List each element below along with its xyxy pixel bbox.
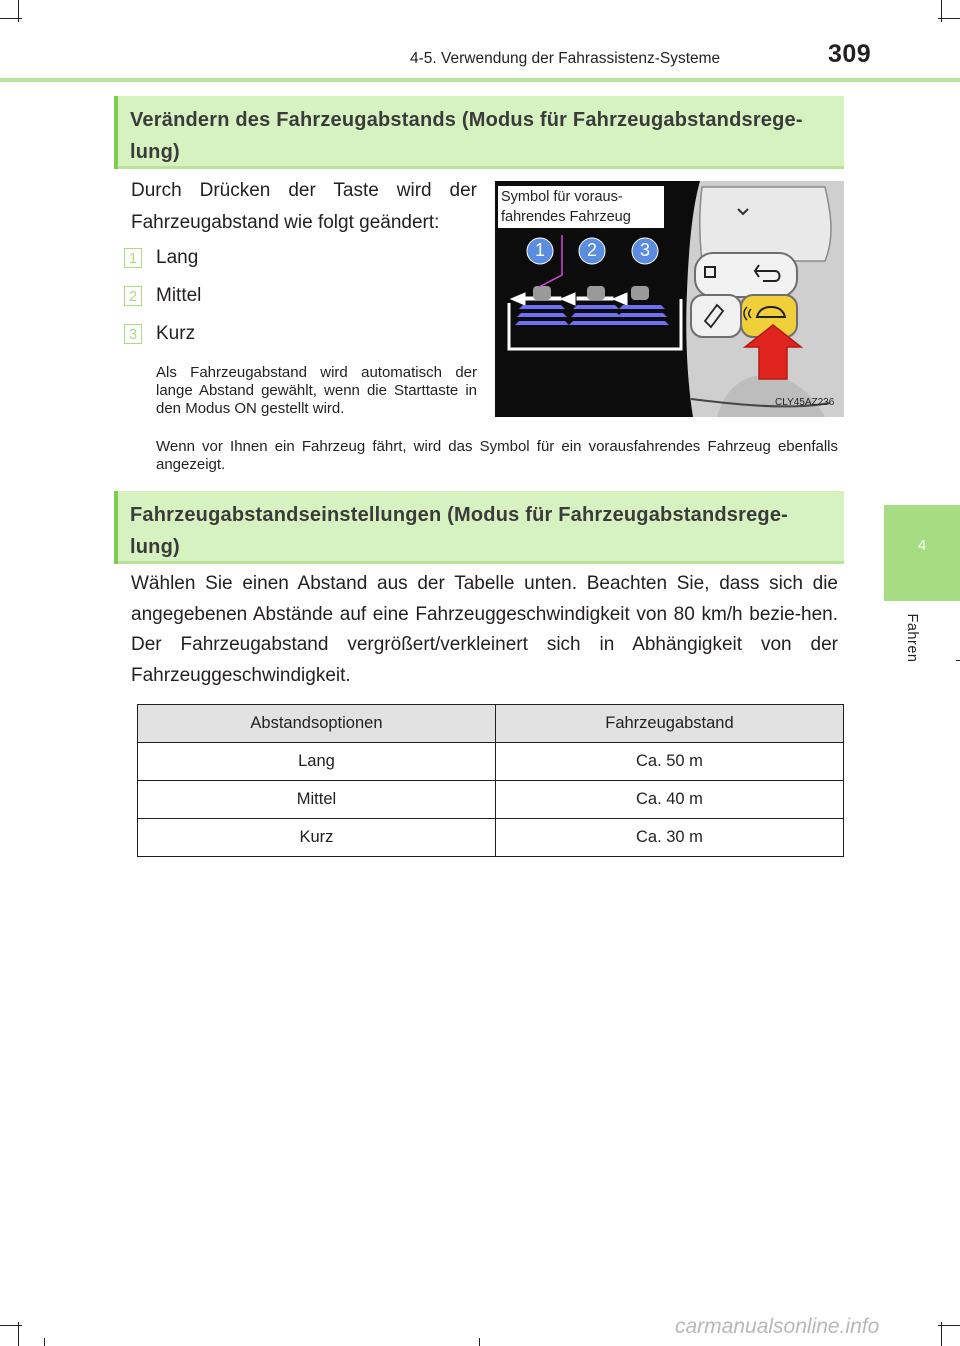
table-header-cell: Fahrzeugabstand — [495, 705, 843, 743]
table-row — [138, 819, 844, 857]
illustration-code: CLY45AZ236 — [775, 397, 835, 408]
item-label-short: Kurz — [156, 323, 196, 344]
crop-mark — [956, 660, 960, 661]
page-number: 309 — [828, 40, 872, 68]
illustration-number-2: 2 — [586, 240, 597, 260]
illustration-number-1: 1 — [534, 240, 545, 260]
settings-paragraph: Wählen Sie einen Abstand aus der Tabelle unten. Beachten Sie, dass sich die angegebenen Abstände auf eine Fahrzeuggeschwindigkeit von 80 km/h bezie-hen. Der Fahrzeugabstand vergrößert/verkleinert sich in Abhängigkeit von der Fahrzeuggeschwindigkeit. — [131, 573, 838, 686]
table-cell: Ca. 30 m — [495, 819, 843, 857]
chapter-tab-label-text: Fahren — [904, 613, 920, 663]
table-row — [138, 781, 844, 819]
crop-mark — [0, 1325, 22, 1326]
table-header-row — [138, 705, 844, 743]
distance-table — [137, 704, 844, 857]
chapter-title: 4-5. Verwendung der Fahrassistenz-Systeme — [410, 50, 721, 67]
item-label-long: Lang — [156, 247, 199, 268]
table-cell: Mittel — [138, 781, 496, 819]
header-rule — [0, 78, 960, 82]
chapter-tab[interactable] — [884, 505, 960, 601]
item-label-medium: Mittel — [156, 285, 202, 306]
chapter-tab-label — [892, 600, 932, 670]
watermark: carmanualsonline.info — [675, 1315, 880, 1338]
chapter-tab-number: 4 — [917, 537, 927, 554]
crop-mark — [479, 1338, 480, 1346]
item-number-3: 3 — [124, 324, 142, 344]
table-cell: Ca. 50 m — [495, 743, 843, 781]
section-heading-bar — [114, 491, 118, 564]
table-cell: Ca. 40 m — [495, 781, 843, 819]
crop-mark — [938, 18, 960, 19]
table-cell: Kurz — [138, 819, 496, 857]
illustration-callout: Symbol für voraus-fahrendes Fahrzeug — [498, 186, 664, 228]
section-heading-text: Verändern des Fahrzeugabstands (Modus für Fahrzeugabstandsrege-lung) — [130, 109, 803, 163]
table-row — [138, 743, 844, 781]
crop-mark — [44, 1338, 45, 1346]
table-cell: Lang — [138, 743, 496, 781]
table-header-cell: Abstandsoptionen — [138, 705, 496, 743]
section-heading-distance-settings — [114, 491, 844, 564]
steering-switch-illustration — [495, 181, 844, 417]
illustration-number-3: 3 — [639, 240, 650, 260]
intro-paragraph: Durch Drücken der Taste wird der Fahrzeugabstand wie folgt geändert: — [131, 180, 477, 233]
note-preceding-vehicle: Wenn vor Ihnen ein Fahrzeug fährt, wird das Symbol für ein vorausfahrendes Fahrzeug ebenfalls angezeigt. — [156, 438, 838, 473]
section-heading-distance-change — [114, 96, 844, 169]
crop-mark — [0, 18, 22, 19]
crop-mark — [938, 1325, 960, 1326]
section-heading-bar — [114, 96, 118, 169]
item-number-2: 2 — [124, 286, 142, 306]
note-auto-long: Als Fahrzeugabstand wird automatisch der lange Abstand gewählt, wenn die Starttaste in den Modus ON gestellt wird. — [156, 364, 477, 417]
item-number-1: 1 — [124, 248, 142, 268]
section-heading-text: Fahrzeugabstandseinstellungen (Modus für Fahrzeugabstandsrege-lung) — [130, 504, 789, 558]
